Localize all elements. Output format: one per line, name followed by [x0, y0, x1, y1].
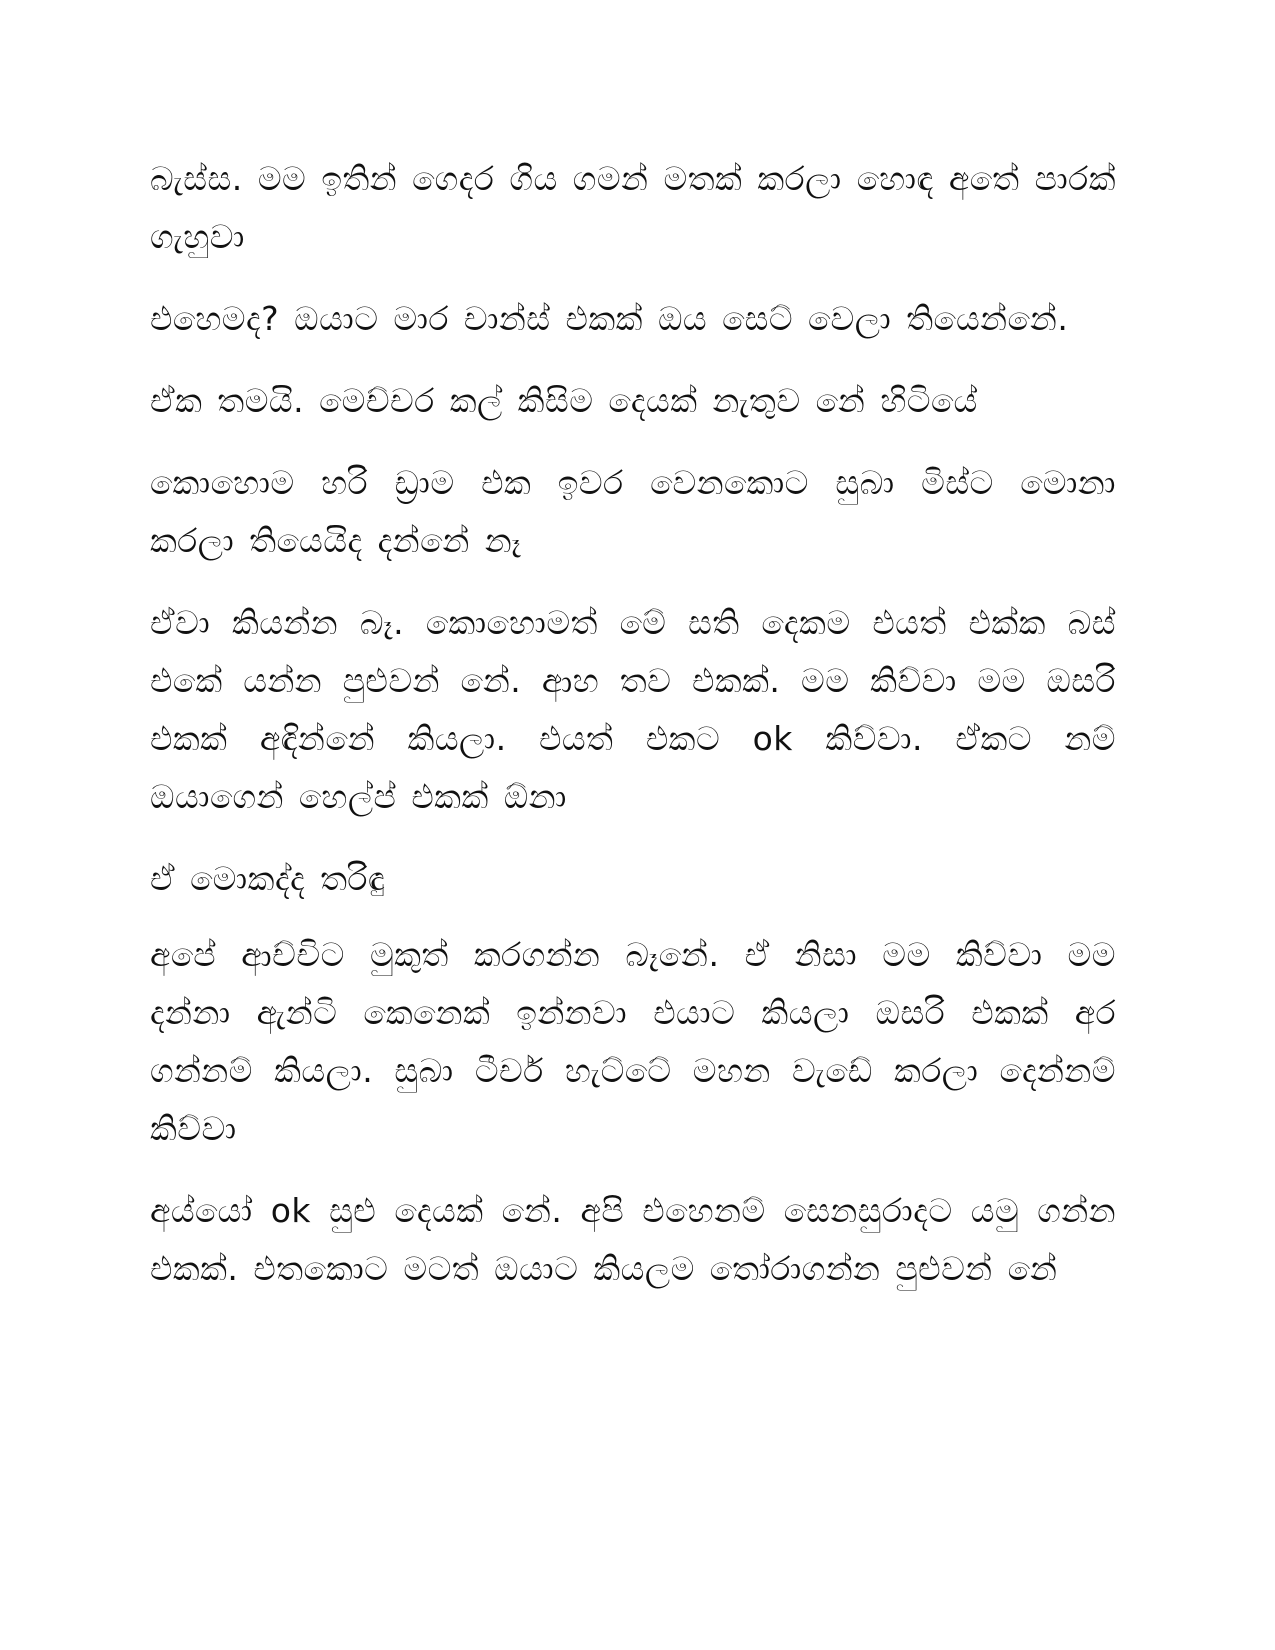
document-body [150, 150, 1116, 1322]
paragraph: අය්යෝ ok සුළු දෙයක් නේ. අපි එහෙනම් සෙනසුරාදට යමු ගන්න එකක්. එතකොට මටත් ඔයාට කියලම තෝරාගන්න පුළුවන් නේ [150, 1191, 1116, 1288]
paragraph: අපේ ආච්චිට මුකුත් කරගන්න බෑනේ. ඒ නිසා මම කිව්වා මම දන්නා ඇන්ටි කෙනෙක් ඉන්නවා එයාට කියලා ඔසරි එකක් අර ගන්නම් කියලා. සුබා ටීචර් හැට්ටේ මහන වැඩේ කරලා දෙන්නම් කිව්වා [150, 935, 1116, 1148]
paragraph: බැස්ස. මම ඉතින් ගෙදර ගිය ගමන් මතක් කරලා හොඳ අතේ පාරක් ගැහුවා [150, 159, 1116, 256]
paragraph: ඒක තමයි. මෙච්චර කල් කිසිම දෙයක් නැතුව නේ හිටියේ [150, 381, 978, 420]
paragraph: ඒ මොකද්ද තරිඳු [150, 859, 386, 898]
paragraph: ඒවා කියන්න බෑ. කොහොමත් මේ සති දෙකම එයත් එක්ක බස් එකේ යන්න පුළුවන් නේ. ආහ තව එකක්. මම කිව්වා මම ඔසරි එකක් අඳින්නේ කියලා. එයත් එකට ok කිව්වා. ඒකට නම් ඔයාගෙන් හෙල්ප් එකක් ඕනා [150, 603, 1116, 816]
paragraph: කොහොම හරි ඩ්‍රාම එක ඉවර වෙනකොට සුබා මිස්ට මොනා කරලා තියෙයිද දන්නේ නෑ [150, 463, 1116, 560]
paragraph: එහෙමද? ඔයාට මාර චාන්ස් එකක් ඔය සෙට් වෙලා තියෙන්නේ. [150, 299, 1069, 338]
